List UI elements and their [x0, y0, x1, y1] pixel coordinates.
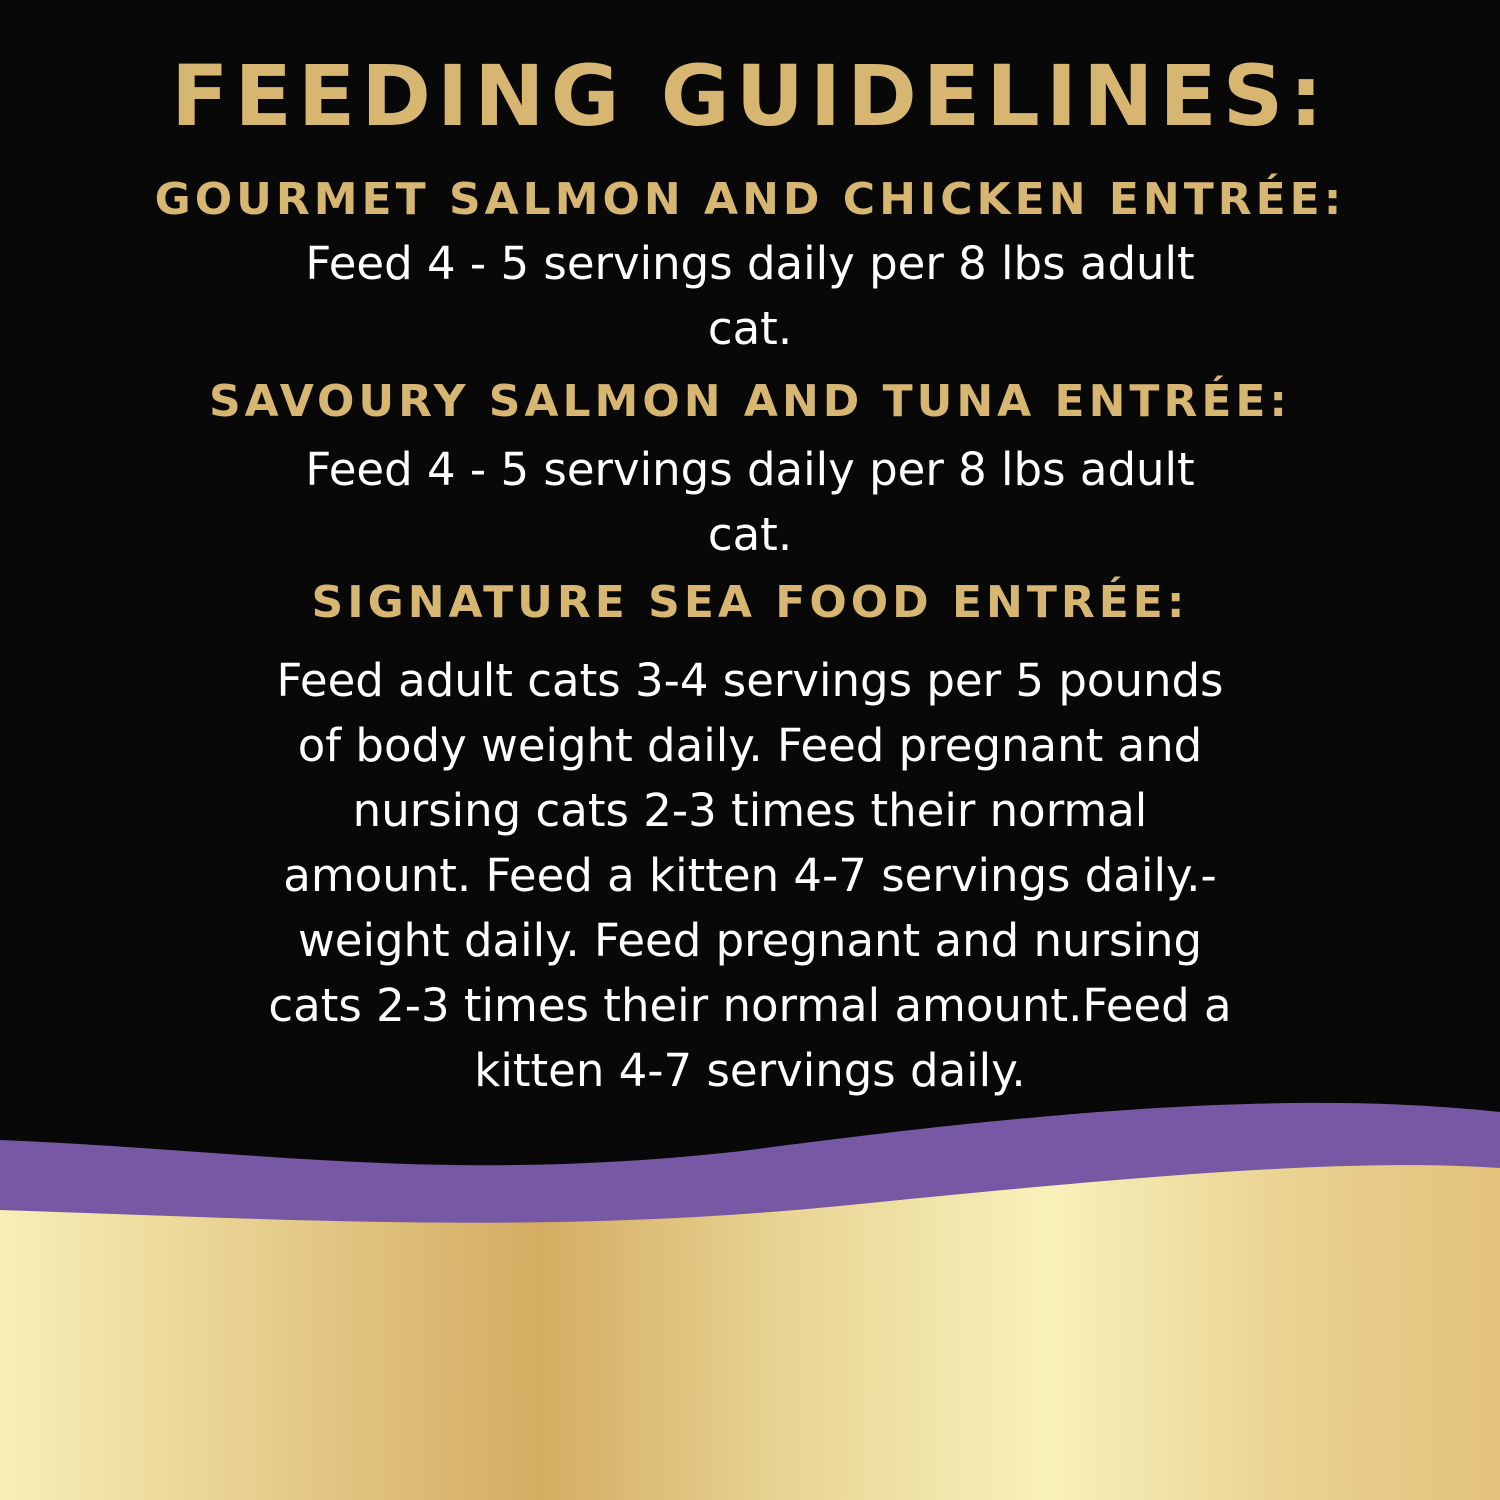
body-line: cat. — [707, 508, 793, 561]
body-line: cat. — [707, 302, 793, 355]
section-heading-signature: SIGNATURE SEA FOOD ENTRÉE: — [311, 577, 1189, 628]
body-line: amount. Feed a kitten 4-7 servings daily.- — [283, 849, 1217, 902]
body-line: cats 2-3 times their normal amount.Feed a — [268, 979, 1232, 1032]
page-title: FEEDING GUIDELINES: — [171, 47, 1329, 145]
body-line: kitten 4-7 servings daily. — [474, 1044, 1026, 1097]
body-line: nursing cats 2-3 times their normal — [352, 784, 1148, 837]
section-body-gourmet — [200, 231, 1300, 361]
body-line: weight daily. Feed pregnant and nursing — [297, 914, 1203, 967]
body-line: Feed 4 - 5 servings daily per 8 lbs adult — [305, 237, 1195, 290]
section-body-signature — [200, 648, 1300, 1103]
section-body-savoury — [200, 437, 1300, 567]
section-heading-savoury: SAVOURY SALMON AND TUNA ENTRÉE: — [208, 376, 1292, 427]
body-line: Feed 4 - 5 servings daily per 8 lbs adult — [305, 443, 1195, 496]
section-heading-gourmet: GOURMET SALMON AND CHICKEN ENTRÉE: — [154, 174, 1346, 225]
body-line: of body weight daily. Feed pregnant and — [297, 719, 1203, 772]
body-line: Feed adult cats 3-4 servings per 5 pounds — [276, 654, 1224, 707]
